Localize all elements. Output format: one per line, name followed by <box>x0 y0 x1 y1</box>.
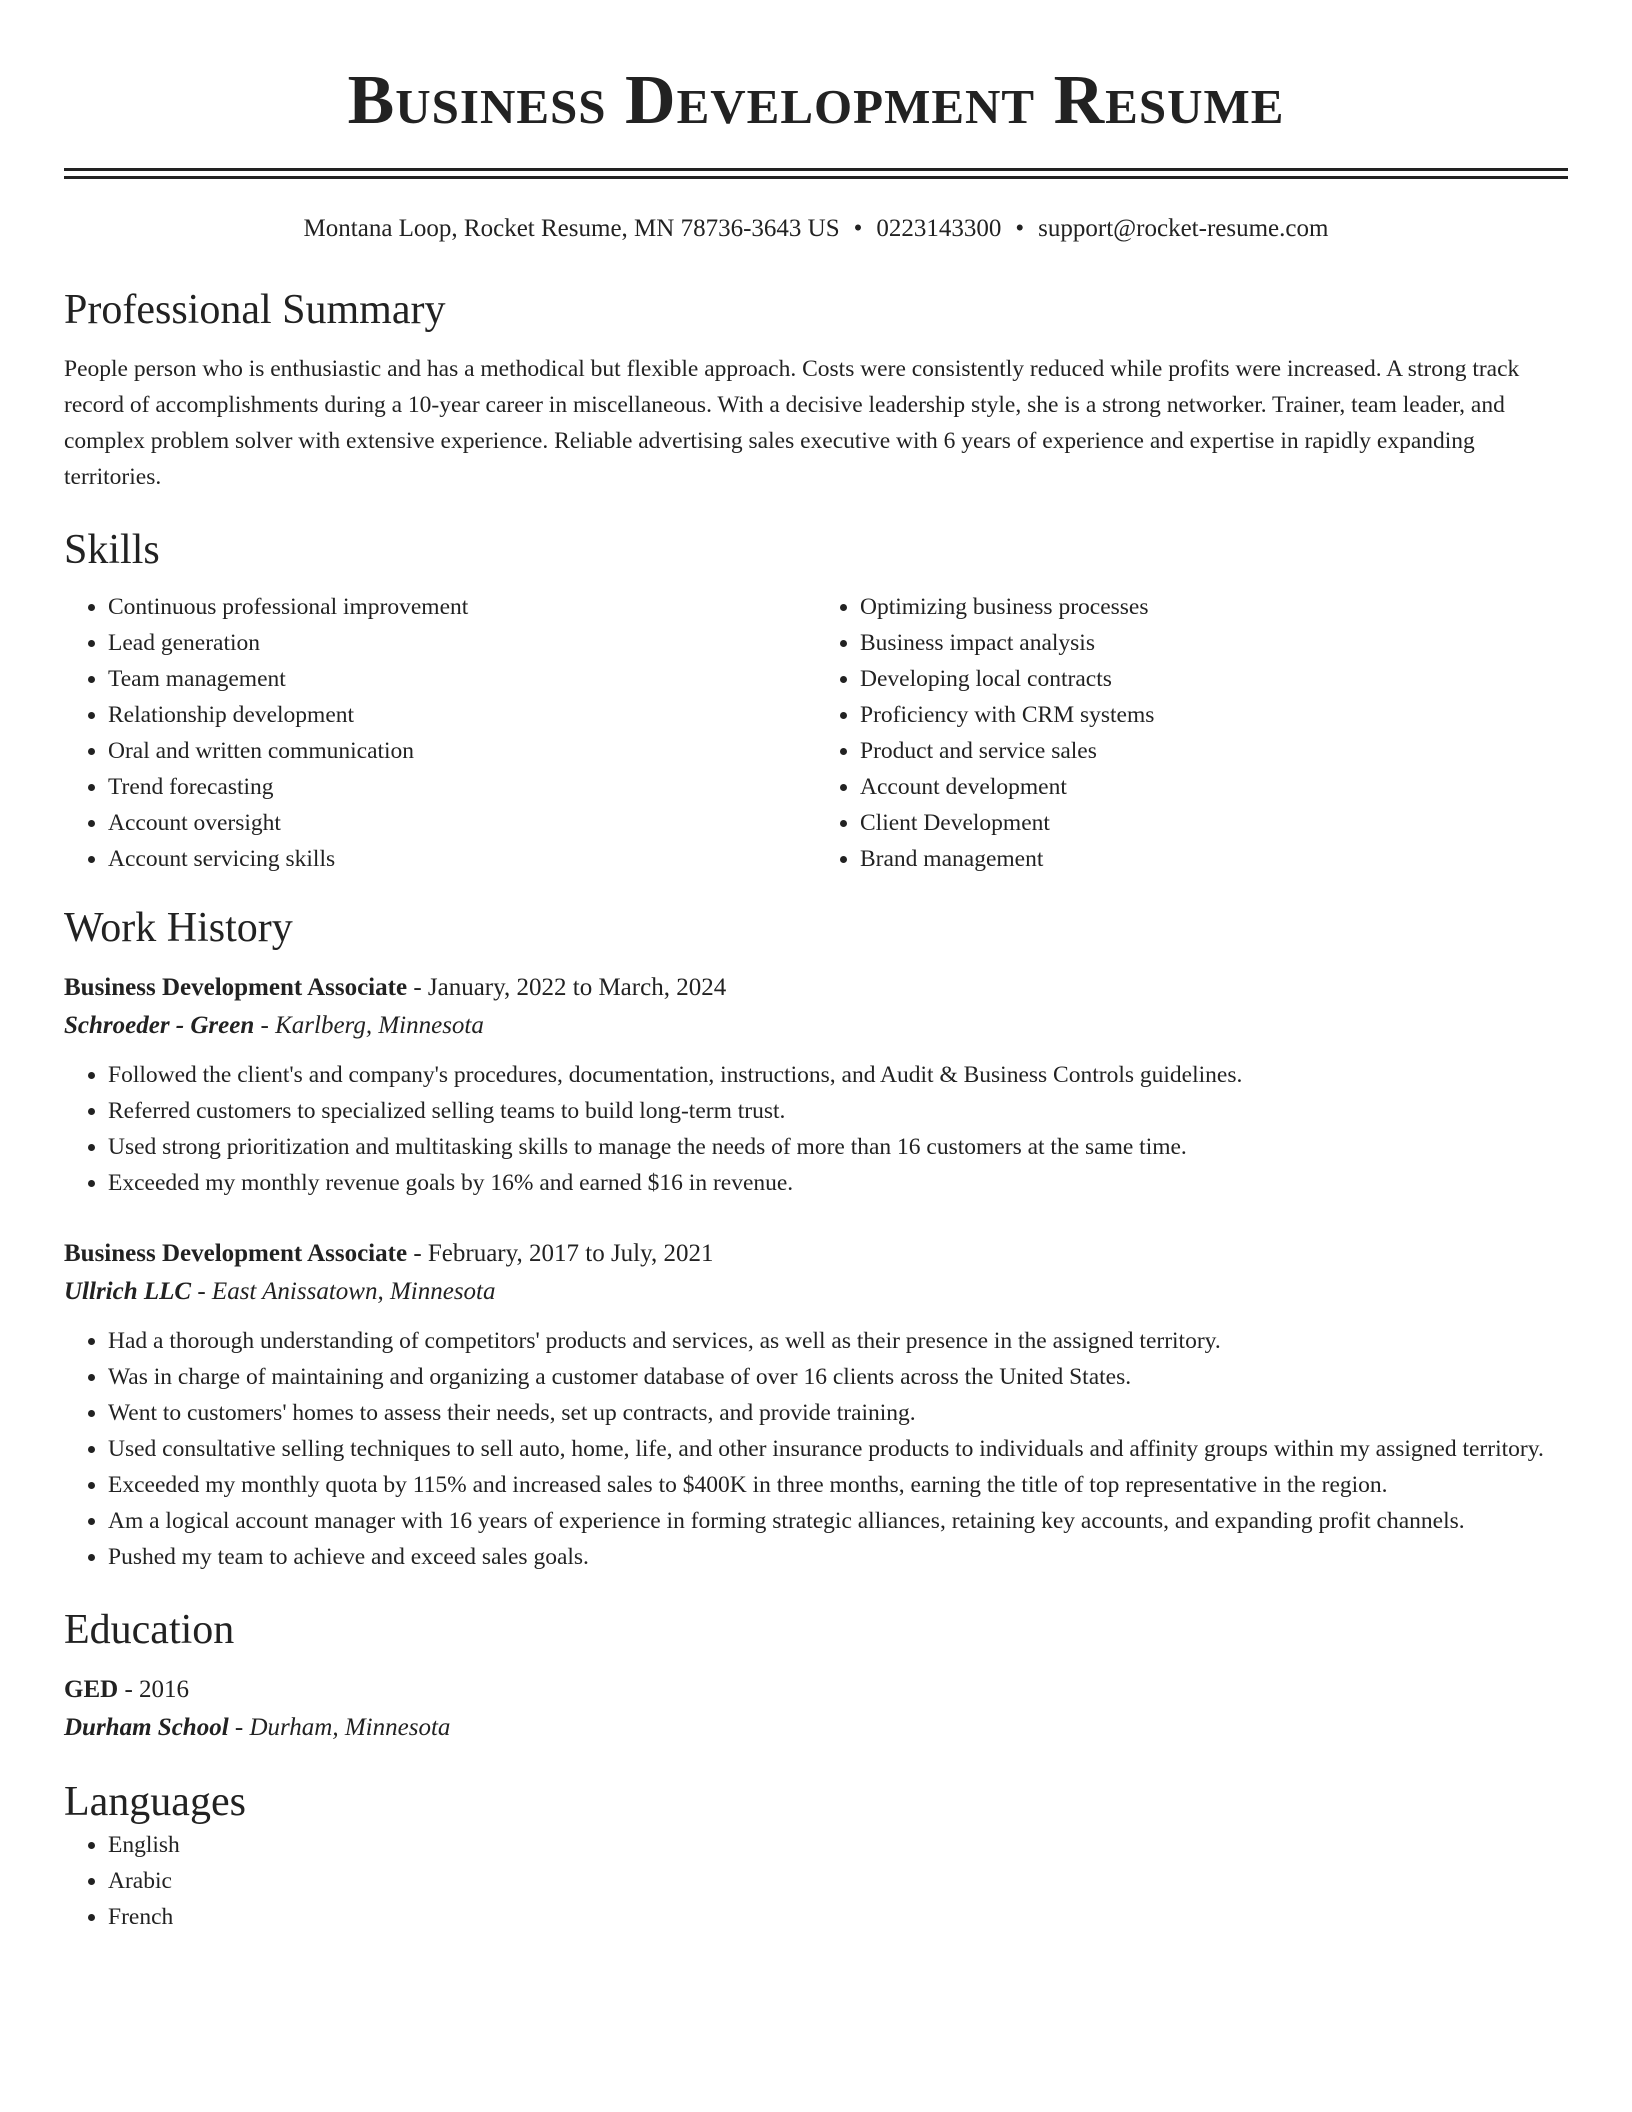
skill-item: • Proficiency with CRM systems <box>860 697 1568 733</box>
languages-list <box>64 1827 1568 1935</box>
skill-item: • Trend forecasting <box>108 769 816 805</box>
skill-item: • Optimizing business processes <box>860 589 1568 625</box>
languages-heading: Languages <box>64 1779 246 1825</box>
skill-item: • Relationship development <box>108 697 816 733</box>
education-degree-line <box>64 1671 1568 1709</box>
skill-item: • Oral and written communication <box>108 733 816 769</box>
job-bullet: • Used consultative selling techniques to sell auto, home, life, and other insurance products to individuals and affinity groups within my assigned territory. <box>108 1431 1568 1467</box>
job-title: Business Development Associate <box>64 1240 408 1267</box>
education-school-line <box>64 1709 1568 1747</box>
skills-heading: Skills <box>64 527 160 573</box>
skills-list-left <box>64 589 816 877</box>
job-bullet: • Went to customers' homes to assess their needs, set up contracts, and provide training. <box>108 1395 1568 1431</box>
education-school: Durham School <box>64 1714 229 1741</box>
language-item: • French <box>108 1899 1568 1935</box>
job-location: - East Anissatown, Minnesota <box>191 1278 496 1305</box>
job-entry <box>64 969 1568 1201</box>
skill-item: • Developing local contracts <box>860 661 1568 697</box>
contact-separator: • <box>1015 215 1025 242</box>
job-header <box>64 969 1568 1007</box>
job-header <box>64 1235 1568 1273</box>
job-employer <box>64 1007 1568 1045</box>
education-year: - 2016 <box>118 1676 190 1703</box>
job-dates: - February, 2017 to July, 2021 <box>407 1240 714 1267</box>
job-bullet: • Followed the client's and company's procedures, documentation, instructions, and Audit & Business Controls guidelines. <box>108 1057 1568 1093</box>
skills-columns <box>64 589 1568 877</box>
skill-item: • Brand management <box>860 841 1568 877</box>
job-bullet: • Exceeded my monthly quota by 115% and increased sales to $400K in three months, earning the title of top representative in the region. <box>108 1467 1568 1503</box>
job-bullet: • Referred customers to specialized selling teams to build long-term trust. <box>108 1093 1568 1129</box>
contact-email: support@rocket-resume.com <box>1038 215 1329 242</box>
title-divider <box>64 168 1568 179</box>
skill-item: • Client Development <box>860 805 1568 841</box>
skill-item: • Account servicing skills <box>108 841 816 877</box>
job-bullet: • Had a thorough understanding of competitors' products and services, as well as their presence in the assigned territory. <box>108 1323 1568 1359</box>
job-bullets <box>64 1057 1568 1201</box>
skill-item: • Team management <box>108 661 816 697</box>
skills-list-right <box>816 589 1568 877</box>
job-location: - Karlberg, Minnesota <box>254 1012 484 1039</box>
job-employer <box>64 1273 1568 1311</box>
contact-line <box>64 213 1568 245</box>
language-item: • Arabic <box>108 1863 1568 1899</box>
summary-heading: Professional Summary <box>64 287 446 333</box>
education-entry <box>64 1671 1568 1747</box>
education-heading: Education <box>64 1607 235 1653</box>
skill-item: • Lead generation <box>108 625 816 661</box>
skill-item: • Product and service sales <box>860 733 1568 769</box>
skill-item: • Continuous professional improvement <box>108 589 816 625</box>
job-bullet: • Exceeded my monthly revenue goals by 16% and earned $16 in revenue. <box>108 1165 1568 1201</box>
job-company: Ullrich LLC <box>64 1278 192 1305</box>
job-bullet: • Am a logical account manager with 16 years of experience in forming strategic alliances, retaining key accounts, and expanding profit channels. <box>108 1503 1568 1539</box>
job-company: Schroeder - Green <box>64 1012 255 1039</box>
education-degree: GED <box>64 1676 119 1703</box>
skill-item: • Account oversight <box>108 805 816 841</box>
contact-phone: 0223143300 <box>876 215 1002 242</box>
work-history-heading: Work History <box>64 905 293 951</box>
contact-separator: • <box>853 215 863 242</box>
skill-item: • Business impact analysis <box>860 625 1568 661</box>
job-bullet: • Was in charge of maintaining and organizing a customer database of over 16 clients across the United States. <box>108 1359 1568 1395</box>
job-entry <box>64 1235 1568 1575</box>
job-bullet: • Used strong prioritization and multitasking skills to manage the needs of more than 16 customers at the same time. <box>108 1129 1568 1165</box>
resume-title: Business Development Resume <box>347 62 1285 139</box>
contact-address: Montana Loop, Rocket Resume, MN 78736-3643 US <box>303 215 840 242</box>
education-location: - Durham, Minnesota <box>228 1714 451 1741</box>
job-bullet: • Pushed my team to achieve and exceed sales goals. <box>108 1539 1568 1575</box>
job-bullets <box>64 1323 1568 1575</box>
skill-item: • Account development <box>860 769 1568 805</box>
language-item: • English <box>108 1827 1568 1863</box>
job-dates: - January, 2022 to March, 2024 <box>407 974 727 1001</box>
job-title: Business Development Associate <box>64 974 408 1001</box>
summary-text: People person who is enthusiastic and has a methodical but flexible approach. Costs were consistently reduced while profits were increased. A strong track record of accomplishments during a 10-year career in miscellaneous. With a decisive leadership style, she is a strong networker. Trainer, team leader, and complex problem solver with extensive experience. Reliable advertising sales executive with 6 years of experience and expertise in rapidly expanding territories. <box>64 356 1520 490</box>
